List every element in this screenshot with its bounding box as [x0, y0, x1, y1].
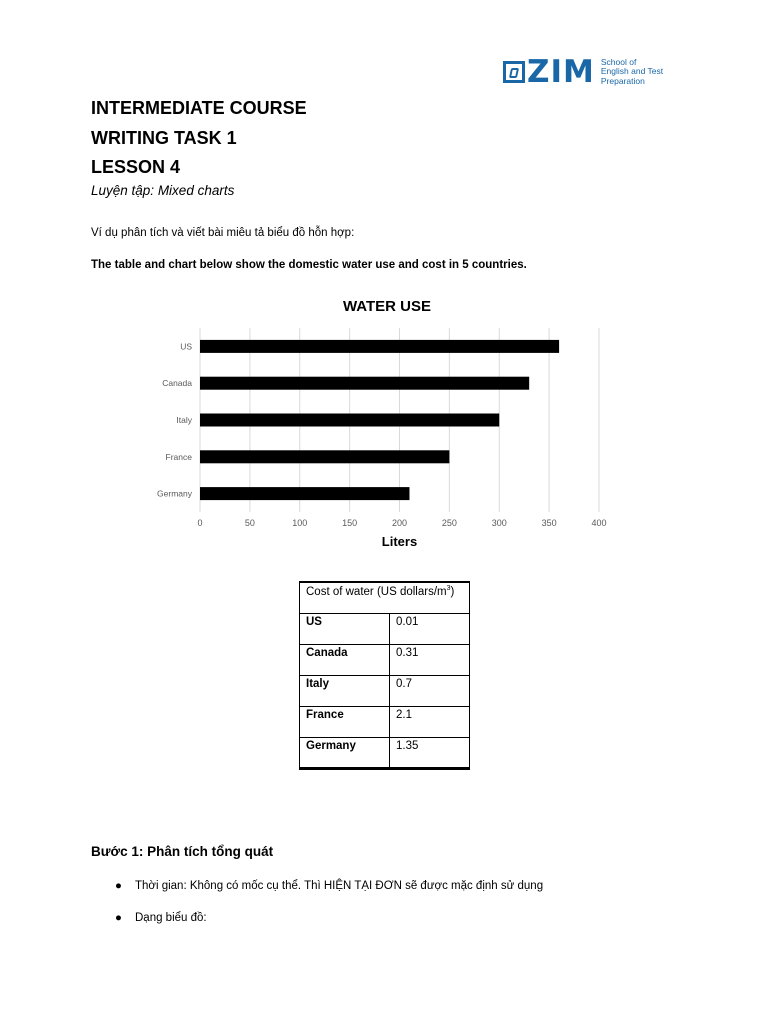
x-tick-label: 350: [541, 518, 557, 528]
water-cost-table: [299, 581, 470, 770]
table-row: [300, 675, 470, 706]
x-axis-label: Liters: [381, 534, 418, 549]
course-title: INTERMEDIATE COURSE: [91, 98, 307, 118]
table-header-row: [300, 582, 470, 613]
x-tick-label: 0: [197, 518, 203, 528]
x-tick-label: 100: [292, 518, 308, 528]
lesson-subtitle: Luyện tập: Mixed charts: [91, 183, 235, 198]
table-row: [300, 706, 470, 737]
logo-tagline: School of English and Test Preparation: [600, 56, 664, 86]
table-row: [300, 613, 470, 644]
chart-title: WATER USE: [342, 298, 432, 315]
bar-italy: [200, 414, 499, 427]
intro-text: Ví dụ phân tích và viết bài miêu tả biểu đồ hỗn hợp:: [91, 227, 355, 239]
book-icon: [503, 61, 525, 83]
bullet-icon: ●: [115, 912, 122, 924]
task-prompt: The table and chart below show the domestic water use and cost in 5 countries.: [91, 259, 527, 271]
table-cost-cell: 0.01: [390, 613, 470, 644]
table-country-cell: Canada: [300, 644, 390, 675]
zim-logo: [503, 53, 673, 90]
y-tick-label: Germany: [157, 488, 192, 499]
table-cost-cell: 0.7: [390, 675, 470, 706]
step1-heading: Bước 1: Phân tích tổng quát: [91, 844, 274, 859]
x-tick-label: 300: [491, 518, 507, 528]
list-item: ● Dạng biểu đồ:: [115, 912, 207, 924]
table-country-cell: France: [300, 706, 390, 737]
y-tick-label: Italy: [176, 415, 192, 425]
table-country-cell: US: [300, 613, 390, 644]
table-row: [300, 737, 470, 768]
table-cost-cell: 0.31: [390, 644, 470, 675]
bullet-icon: ●: [115, 880, 122, 892]
table-cost-cell: 2.1: [390, 706, 470, 737]
bar-france: [200, 450, 449, 463]
table-country-cell: Germany: [300, 737, 390, 768]
bar-canada: [200, 377, 529, 390]
y-tick-label: Canada: [162, 378, 192, 389]
x-tick-label: 200: [391, 518, 408, 528]
table-cost-cell: 1.35: [390, 737, 470, 768]
x-tick-label: 400: [591, 518, 607, 528]
y-tick-label: US: [180, 341, 192, 352]
x-tick-label: 250: [441, 518, 457, 528]
table-row: [300, 644, 470, 675]
chart-plot: [140, 294, 620, 559]
x-tick-label: 150: [342, 518, 358, 528]
y-tick-label: France: [165, 451, 192, 462]
x-tick-label: 50: [244, 518, 255, 528]
table-header-cell: Cost of water (US dollars/$m^3$): [300, 582, 470, 613]
logo-wordmark: ZIM: [527, 53, 595, 90]
bar-us: [200, 340, 559, 353]
list-item: ● Thời gian: Không có mốc cụ thể. Thì HIỆN TẠI ĐƠN sẽ được mặc định sử dụng: [115, 880, 544, 892]
lesson-title: LESSON 4: [91, 157, 181, 177]
task-title: WRITING TASK 1: [91, 128, 237, 148]
table-country-cell: Italy: [300, 675, 390, 706]
water-use-chart: [140, 294, 620, 559]
bar-germany: [200, 487, 409, 500]
